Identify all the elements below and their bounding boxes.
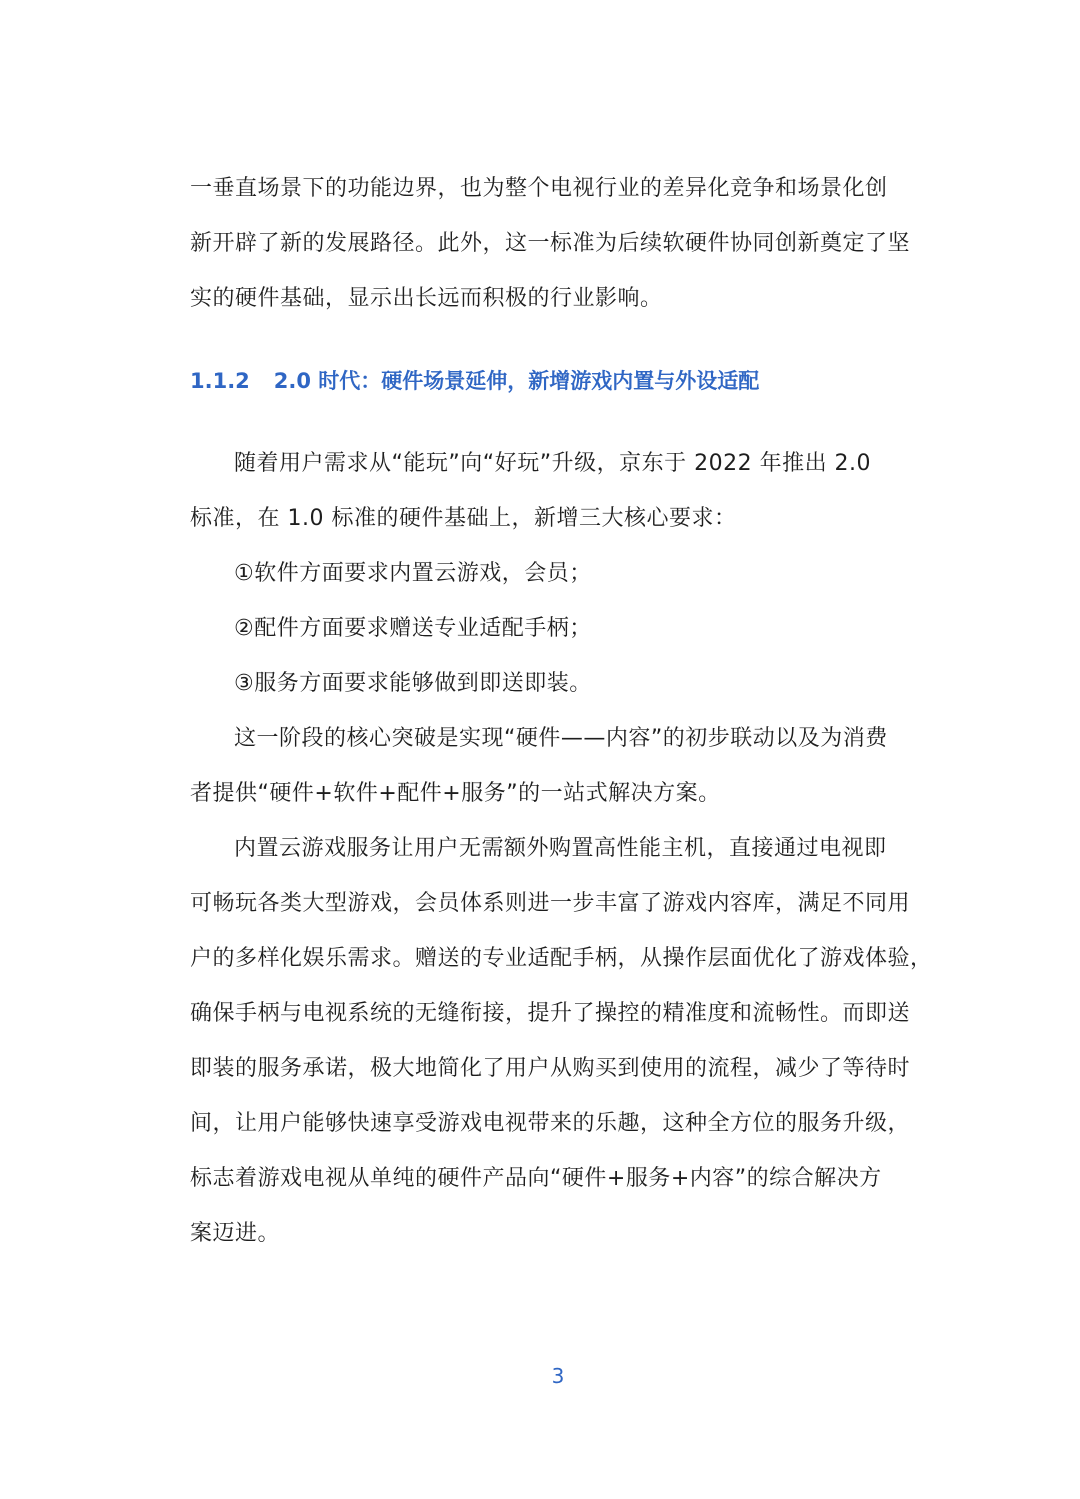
list-item: ①软件方面要求内置云游戏，会员； (234, 561, 592, 586)
section-number: 1.1.2 (190, 369, 250, 393)
paragraph-line: 案迈进。 (190, 1221, 281, 1246)
paragraph-line: 随着用户需求从“能玩”向“好玩”升级，京东于 2022 年推出 2.0 (234, 451, 872, 476)
paragraph-line: 者提供“硬件+软件+配件+服务”的一站式解决方案。 (190, 781, 721, 806)
list-item: ②配件方面要求赠送专业适配手柄； (234, 616, 592, 641)
intro-line: 实的硬件基础，显示出长远而积极的行业影响。 (190, 286, 663, 311)
paragraph-line: 内置云游戏服务让用户无需额外购置高性能主机，直接通过电视即 (234, 836, 887, 861)
paragraph-line: 户的多样化娱乐需求。赠送的专业适配手柄，从操作层面优化了游戏体验， (190, 946, 933, 971)
paragraph-line: 即装的服务承诺，极大地简化了用户从购买到使用的流程，减少了等待时 (190, 1056, 911, 1081)
paragraph-line: 可畅玩各类大型游戏，会员体系则进一步丰富了游戏内容库，满足不同用 (190, 891, 911, 916)
intro-line: 新开辟了新的发展路径。此外，这一标准为后续软硬件协同创新奠定了坚 (190, 231, 911, 256)
list-item: ③服务方面要求能够做到即送即装。 (234, 671, 592, 696)
paragraph-line: 标准，在 1.0 标准的硬件基础上，新增三大核心要求： (190, 506, 737, 531)
section-title: 2.0 时代：硬件场景延伸，新增游戏内置与外设适配 (273, 369, 760, 393)
paragraph-line: 确保手柄与电视系统的无缝衔接，提升了操控的精准度和流畅性。而即送 (190, 1001, 911, 1026)
paragraph-line: 标志着游戏电视从单纯的硬件产品向“硬件+服务+内容”的综合解决方 (190, 1166, 882, 1191)
paragraph-line: 间，让用户能够快速享受游戏电视带来的乐趣，这种全方位的服务升级， (190, 1111, 911, 1136)
paragraph-line: 这一阶段的核心突破是实现“硬件——内容”的初步联动以及为消费 (234, 726, 888, 751)
page-number: 3 (551, 1364, 565, 1388)
section-heading (190, 366, 759, 396)
intro-line: 一垂直场景下的功能边界，也为整个电视行业的差异化竞争和场景化创 (190, 176, 888, 201)
